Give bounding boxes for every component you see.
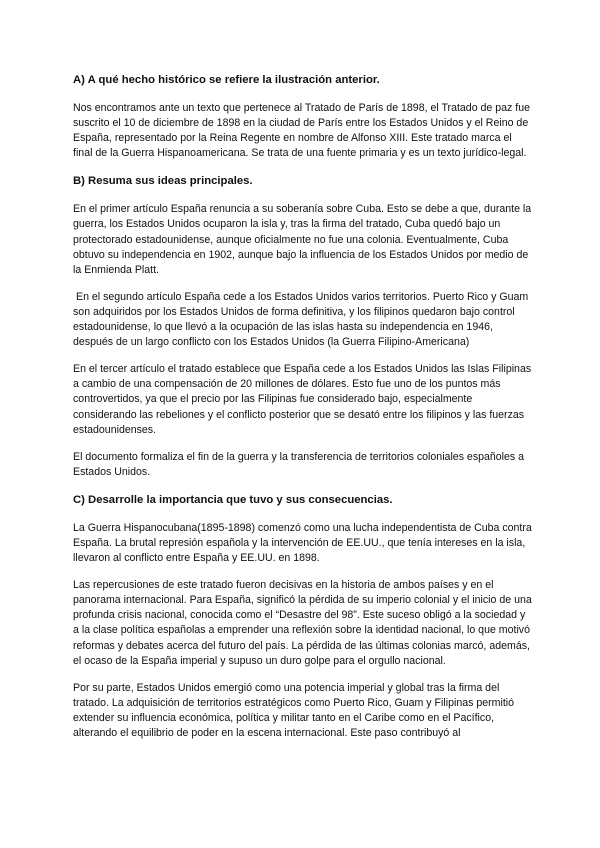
section-c-paragraph-1: La Guerra Hispanocubana(1895-1898) comenzó como una lucha independentista de Cuba contra España. La brutal represión española y la intervención de EE.UU., que tenía intereses en la isla, llevaron al conflicto entre España y EE.UU. en 1898. (73, 521, 532, 565)
section-c-paragraph-2: Las repercusiones de este tratado fueron decisivas en la historia de ambos países y en el panorama internacional. Para España, significó la pérdida de su imperio colonial y el inicio de una profunda crisis nacional, conocida como el “Desastre del 98”. Este suceso obligó a la sociedad y a la clase política españolas a emprender una reflexión sobre la identidad nacional, lo que motivó reformas y debates acerca del futuro del país. La pérdida de las últimas colonias marcó, además, el ocaso de la España imperial y supuso un duro golpe para el orgullo nacional. (73, 579, 532, 667)
section-a-paragraph-1: Nos encontramos ante un texto que pertenece al Tratado de París de 1898, el Tratado de paz fue suscrito el 10 de diciembre de 1898 en la ciudad de París entre los Estados Unidos y el Reino de España, representado por la Reina Regente en nombre de Alfonso XIII. Este tratado marca el final de la Guerra Hispanoamericana. Se trata de una fuente primaria y es un texto jurídico-legal. (73, 102, 531, 160)
section-b-paragraph-2: En el segundo artículo España cede a los Estados Unidos varios territorios. Puerto Rico y Guam son adquiridos por los Estados Unidos de forma definitiva, y los filipinos quedaron bajo control estadounidense, lo que llevó a la ocupación de las islas hasta su independencia en 1946, después de un largo conflicto con los Estados Unidos (la Guerra Filipino-Americana) (73, 290, 529, 349)
section-b-paragraph-3: En el tercer artículo el tratado establece que España cede a los Estados Unidos las Islas Filipinas a cambio de una compensación de 20 millones de dólares. Esto fue uno de los puntos más controvertidos, ya que el precio por las Filipinas fue considerado bajo, especialmente considerando las rebeliones y el conflicto posterior que se desató entre los filipinos y las fuerzas estadounidenses. (73, 363, 532, 436)
section-a-heading: A) A qué hecho histórico se refiere la ilustración anterior. (73, 74, 380, 86)
section-b-paragraph-4: El documento formaliza el fin de la guerra y la transferencia de territorios coloniales españoles a Estados Unidos. (73, 450, 525, 478)
section-b-paragraph-1: En el primer artículo España renuncia a su soberanía sobre Cuba. Esto se debe a que, durante la guerra, los Estados Unidos ocuparon la isla y, tras la firma del tratado, Cuba quedó bajo un protectorado estadounidense, aunque oficialmente no fue una colonia. Eventualmente, Cuba obtuvo su independencia en 1902, aunque bajo la influencia de los Estados Unidos por medio de la Enmienda Platt. (73, 203, 532, 276)
section-c-heading: C) Desarrolle la importancia que tuvo y sus consecuencias. (73, 493, 393, 506)
section-c-paragraph-3: Por su parte, Estados Unidos emergió como una potencia imperial y global tras la firma del tratado. La adquisición de territorios estratégicos como Puerto Rico, Guam y Filipinas permitió extender su influencia económica, política y militar tanto en el Caribe como en el Pacífico, alterando el equilibrio de poder en la escena internacional. Este paso contribuyó al (73, 681, 515, 739)
section-b-heading: B) Resuma sus ideas principales. (73, 175, 253, 188)
